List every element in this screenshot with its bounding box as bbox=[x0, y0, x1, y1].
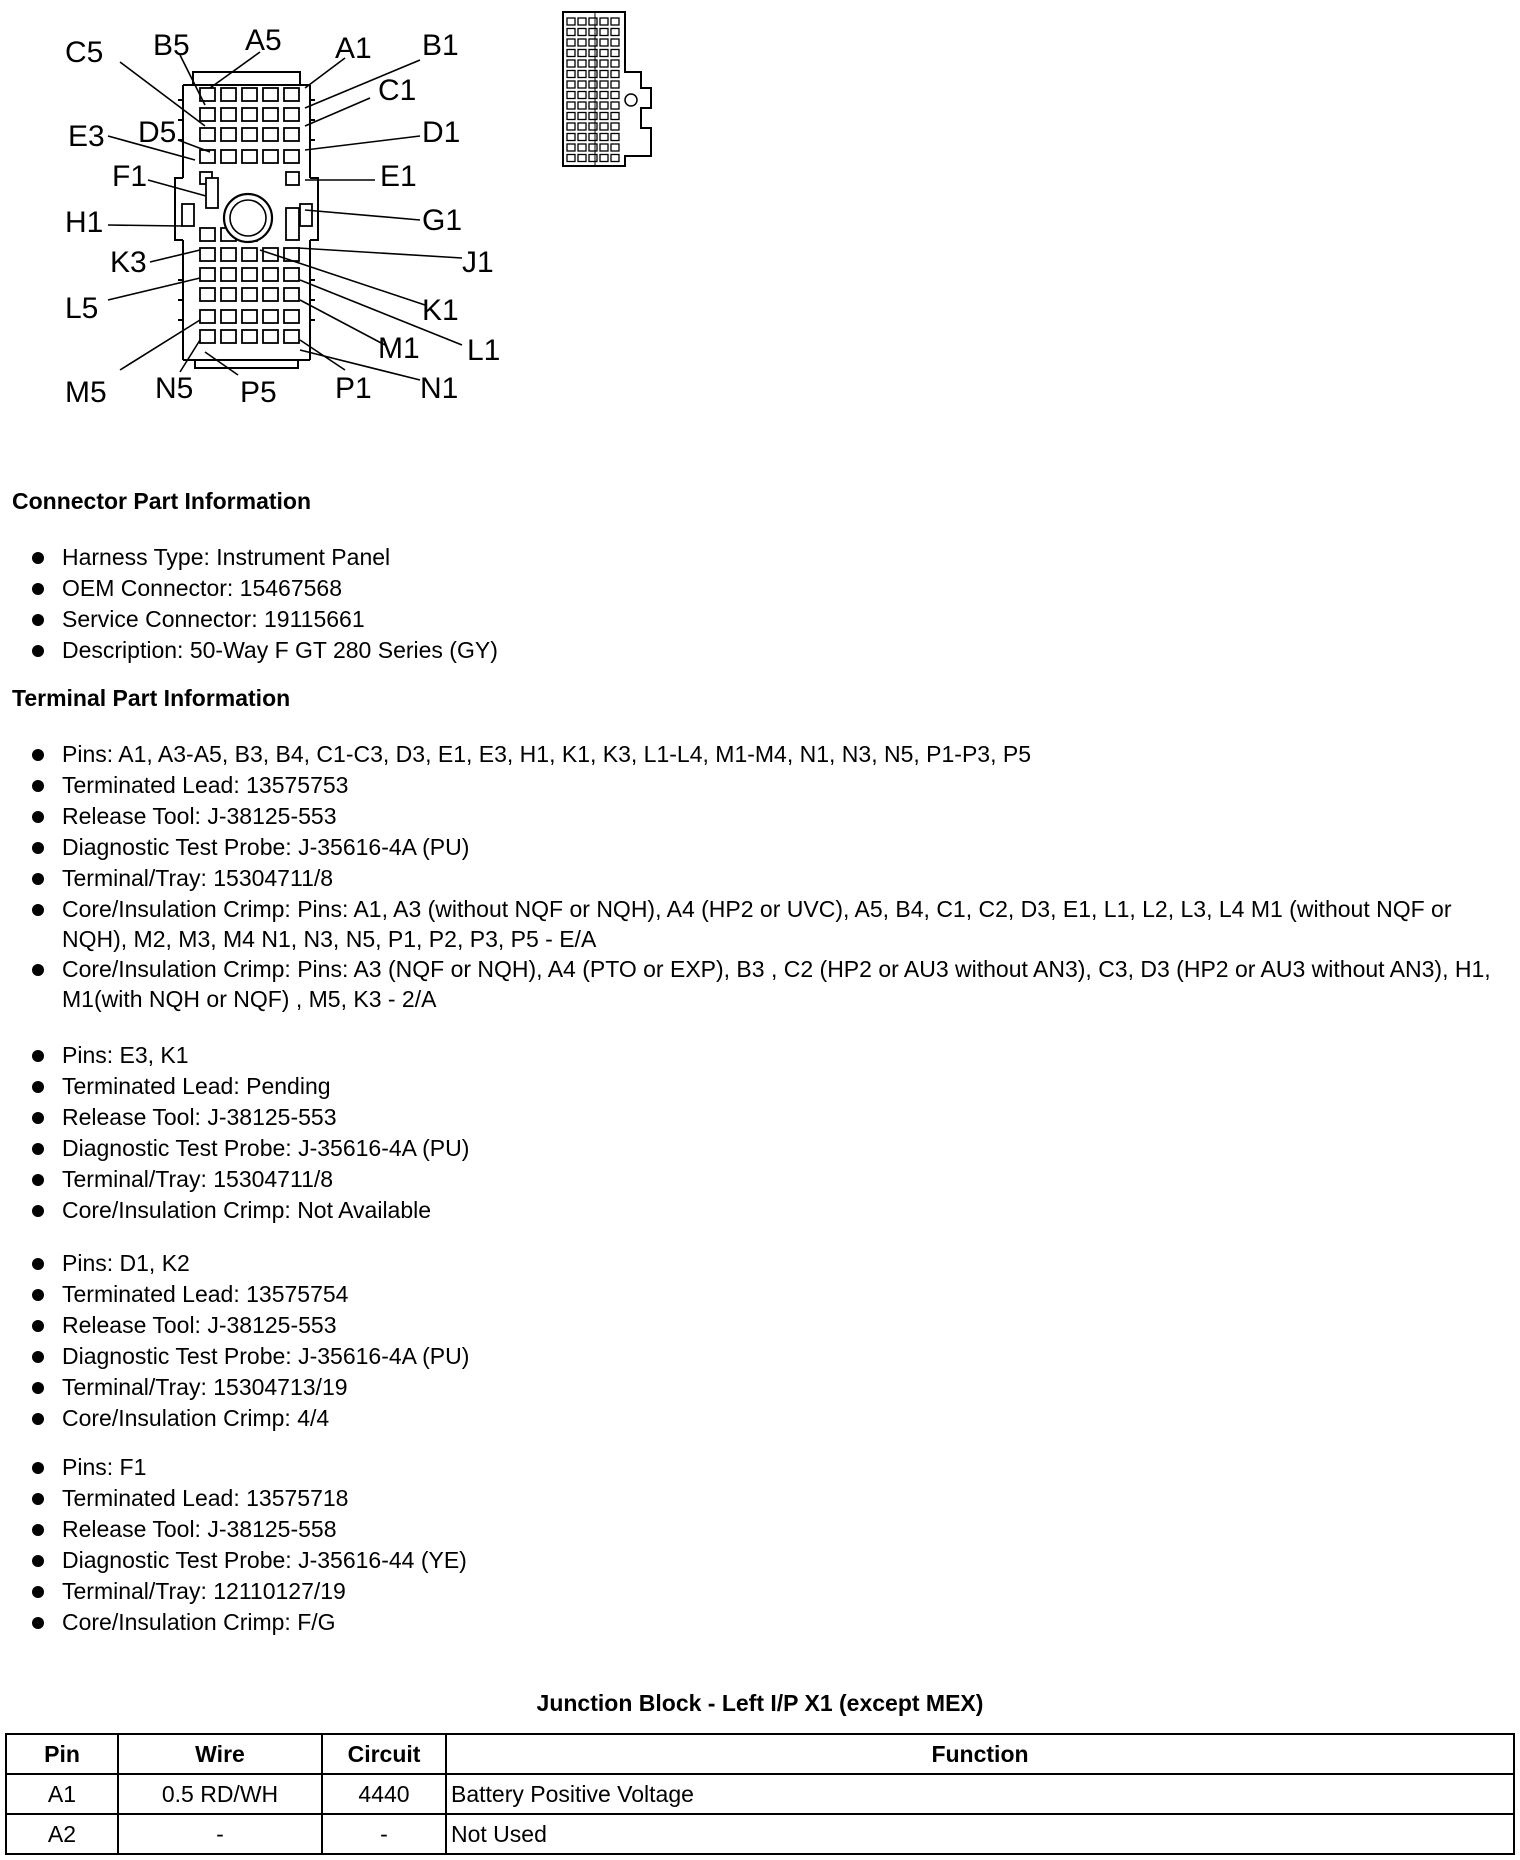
pin-cavity bbox=[284, 310, 299, 323]
pin-cavity bbox=[221, 268, 236, 281]
pin-label: B1 bbox=[422, 29, 459, 62]
pin-label: J1 bbox=[462, 246, 494, 279]
table-row bbox=[6, 1814, 1514, 1854]
connector-side-view-icon bbox=[555, 8, 665, 170]
list-item: Diagnostic Test Probe: J-35616-4A (PU) bbox=[0, 1341, 1510, 1372]
pin-label: E1 bbox=[380, 160, 417, 193]
pin-cavity bbox=[242, 108, 257, 121]
cell-function: Not Used bbox=[446, 1814, 1514, 1854]
list-item: Terminated Lead: Pending bbox=[0, 1071, 1510, 1102]
pin-cavity bbox=[284, 330, 299, 343]
terminal-info-title: Terminal Part Information bbox=[12, 685, 291, 711]
pin-cavity bbox=[286, 172, 299, 185]
list-item: Terminated Lead: 13575754 bbox=[0, 1279, 1510, 1310]
pin-label: K1 bbox=[422, 294, 459, 327]
pin-label: G1 bbox=[422, 204, 463, 237]
pin-cavity bbox=[263, 150, 278, 163]
pin-cavity bbox=[200, 268, 215, 281]
pin-cavity bbox=[242, 330, 257, 343]
list-item: OEM Connector: 15467568 bbox=[0, 573, 1510, 604]
table-title: Junction Block - Left I/P X1 (except MEX) bbox=[536, 1690, 984, 1716]
list-item: Terminated Lead: 13575718 bbox=[0, 1483, 1510, 1514]
pin-cavity bbox=[221, 150, 236, 163]
connector-face-diagram bbox=[0, 0, 560, 430]
pin-cavity bbox=[200, 108, 215, 121]
pin-cavity bbox=[200, 150, 215, 163]
pin-cavity bbox=[242, 88, 257, 101]
cell-circuit: 4440 bbox=[322, 1774, 446, 1814]
pin-label: C1 bbox=[378, 74, 417, 107]
pin-label: H1 bbox=[65, 206, 104, 239]
list-item: Pins: A1, A3-A5, B3, B4, C1-C3, D3, E1, E3, H1, K1, K3, L1-L4, M1-M4, N1, N3, N5, P1-P3, P5 bbox=[0, 739, 1510, 770]
pin-cavity bbox=[242, 310, 257, 323]
pin-cavity bbox=[221, 108, 236, 121]
pin-cavity bbox=[200, 310, 215, 323]
list-item: Terminal/Tray: 15304713/19 bbox=[0, 1372, 1510, 1403]
pin-cavity bbox=[242, 150, 257, 163]
pin-cavity bbox=[263, 88, 278, 101]
cell-pin: A1 bbox=[6, 1774, 118, 1814]
pin-label: N5 bbox=[155, 372, 194, 405]
pin-cavity bbox=[200, 228, 215, 241]
pinout-table bbox=[5, 1733, 1515, 1855]
pin-cavity bbox=[221, 330, 236, 343]
pin-cavity bbox=[221, 128, 236, 141]
pin-cavity-h1 bbox=[182, 204, 194, 226]
pin-cavity-g1 bbox=[300, 204, 312, 226]
list-item: Terminal/Tray: 12110127/19 bbox=[0, 1576, 1510, 1607]
pin-label: A5 bbox=[245, 24, 282, 57]
pin-label: K3 bbox=[110, 246, 147, 279]
column-header-pin: Pin bbox=[6, 1734, 118, 1774]
list-item: Diagnostic Test Probe: J-35616-4A (PU) bbox=[0, 832, 1510, 863]
pin-label: A1 bbox=[335, 32, 372, 65]
pin-cavity bbox=[242, 128, 257, 141]
list-item: Core/Insulation Crimp: Pins: A3 (NQF or NQH), A4 (PTO or EXP), B3 , C2 (HP2 or AU3 without AN3), C3, D3 (HP2 or AU3 without AN3), H1, M1(with NQH or NQF) , M5, K3 - 2/A bbox=[0, 954, 1510, 1014]
list-item: Service Connector: 19115661 bbox=[0, 604, 1510, 635]
pin-label: M1 bbox=[378, 332, 420, 365]
cell-pin: A2 bbox=[6, 1814, 118, 1854]
pin-label: M5 bbox=[65, 376, 107, 409]
pin-cavity bbox=[284, 108, 299, 121]
list-item: Terminated Lead: 13575753 bbox=[0, 770, 1510, 801]
pin-cavity bbox=[242, 268, 257, 281]
pin-label: L1 bbox=[467, 334, 501, 367]
pin-cavity bbox=[200, 330, 215, 343]
pin-cavity bbox=[284, 88, 299, 101]
table-header-row bbox=[6, 1734, 1514, 1774]
pin-label: C5 bbox=[65, 36, 104, 69]
pin-label: P1 bbox=[335, 372, 372, 405]
table-row bbox=[6, 1774, 1514, 1814]
connector-info-title: Connector Part Information bbox=[12, 488, 312, 514]
list-item: Core/Insulation Crimp: Not Available bbox=[0, 1195, 1510, 1226]
list-item: Harness Type: Instrument Panel bbox=[0, 542, 1510, 573]
pin-cavity bbox=[242, 248, 257, 261]
pin-cavity bbox=[242, 288, 257, 301]
cell-wire: 0.5 RD/WH bbox=[118, 1774, 322, 1814]
list-item: Release Tool: J-38125-553 bbox=[0, 1102, 1510, 1133]
list-item: Description: 50-Way F GT 280 Series (GY) bbox=[0, 635, 1510, 666]
pin-label: F1 bbox=[112, 160, 148, 193]
list-item: Terminal/Tray: 15304711/8 bbox=[0, 1164, 1510, 1195]
pin-cavity bbox=[263, 330, 278, 343]
pin-cavity bbox=[200, 128, 215, 141]
terminal-group-2 bbox=[0, 1040, 1510, 1226]
list-item: Release Tool: J-38125-553 bbox=[0, 1310, 1510, 1341]
cell-circuit: - bbox=[322, 1814, 446, 1854]
list-item: Diagnostic Test Probe: J-35616-44 (YE) bbox=[0, 1545, 1510, 1576]
pin-label: D5 bbox=[138, 116, 177, 149]
pin-cavity bbox=[263, 310, 278, 323]
list-item: Core/Insulation Crimp: F/G bbox=[0, 1607, 1510, 1638]
list-item: Core/Insulation Crimp: 4/4 bbox=[0, 1403, 1510, 1434]
pin-cavity bbox=[221, 88, 236, 101]
pin-label: D1 bbox=[422, 116, 461, 149]
cell-wire: - bbox=[118, 1814, 322, 1854]
connector-info-list bbox=[0, 542, 1510, 666]
center-bolt-icon bbox=[224, 194, 272, 242]
terminal-group-3 bbox=[0, 1248, 1510, 1434]
pin-label: E3 bbox=[68, 120, 105, 153]
list-item: Diagnostic Test Probe: J-35616-4A (PU) bbox=[0, 1133, 1510, 1164]
list-item: Release Tool: J-38125-553 bbox=[0, 801, 1510, 832]
pin-cavity bbox=[284, 150, 299, 163]
pin-cavity bbox=[263, 108, 278, 121]
list-item: Release Tool: J-38125-558 bbox=[0, 1514, 1510, 1545]
column-header-circuit: Circuit bbox=[322, 1734, 446, 1774]
list-item: Pins: F1 bbox=[0, 1452, 1510, 1483]
column-header-function: Function bbox=[446, 1734, 1514, 1774]
pin-cavity bbox=[284, 128, 299, 141]
terminal-group-4 bbox=[0, 1452, 1510, 1638]
pin-cavity bbox=[284, 268, 299, 281]
pin-cavity bbox=[263, 268, 278, 281]
terminal-group-1 bbox=[0, 739, 1510, 1014]
pin-cavity bbox=[263, 128, 278, 141]
pin-cavity bbox=[200, 248, 215, 261]
pin-label: B5 bbox=[153, 29, 190, 62]
list-item: Core/Insulation Crimp: Pins: A1, A3 (without NQF or NQH), A4 (HP2 or UVC), A5, B4, C1, C2, D3, E1, L1, L2, L3, L4 M1 (without NQF or NQH), M2, M3, M4 N1, N3, N5, P1, P2, P3, P5 - E/A bbox=[0, 894, 1510, 954]
column-header-wire: Wire bbox=[118, 1734, 322, 1774]
list-item: Pins: D1, K2 bbox=[0, 1248, 1510, 1279]
pin-cavity-f1 bbox=[206, 178, 218, 208]
pin-cavity bbox=[200, 288, 215, 301]
pin-labels bbox=[65, 24, 500, 409]
pin-cavity-j1 bbox=[286, 208, 299, 240]
pin-cavity bbox=[221, 288, 236, 301]
list-item: Pins: E3, K1 bbox=[0, 1040, 1510, 1071]
list-item: Terminal/Tray: 15304711/8 bbox=[0, 863, 1510, 894]
pin-cavity bbox=[221, 310, 236, 323]
pin-cavity bbox=[263, 288, 278, 301]
cell-function: Battery Positive Voltage bbox=[446, 1774, 1514, 1814]
pin-cavity bbox=[284, 288, 299, 301]
pin-cavity bbox=[221, 248, 236, 261]
pin-label: L5 bbox=[65, 292, 99, 325]
pin-label: P5 bbox=[240, 376, 277, 409]
pin-label: N1 bbox=[420, 372, 459, 405]
